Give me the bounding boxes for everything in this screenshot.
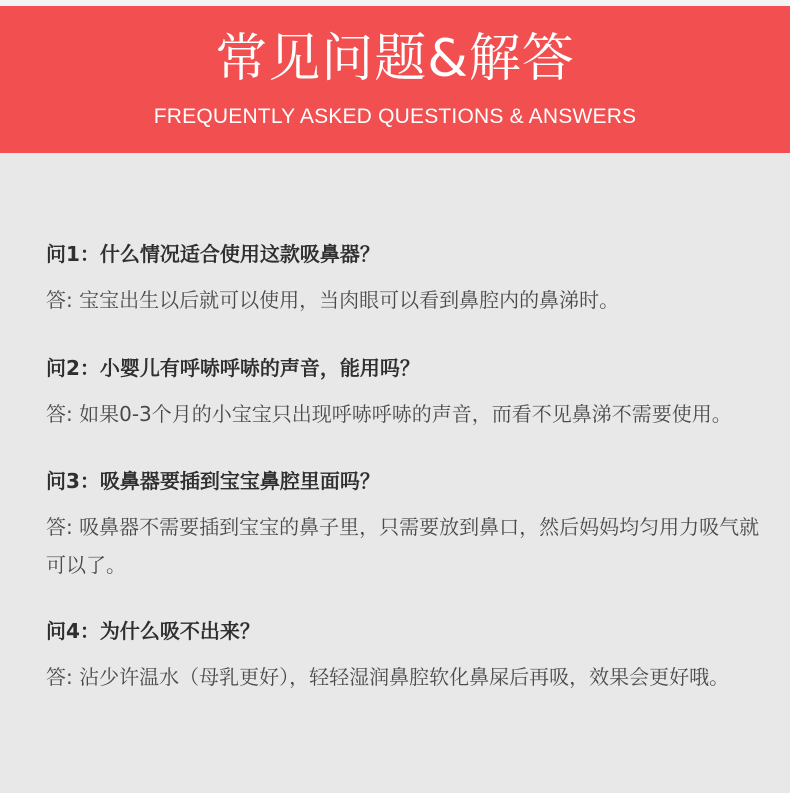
faq-question: 问4：为什么吸不出来？ — [46, 619, 260, 643]
page-title: 常见问题&解答 — [215, 29, 575, 89]
faq-answer: 答: 沾少许温水（母乳更好），轻轻湿润鼻腔软化鼻屎后再吸，效果会更好哦。 — [46, 665, 730, 689]
faq-question: 问3：吸鼻器要插到宝宝鼻腔里面吗？ — [46, 469, 380, 493]
faq-question: 问1：什么情况适合使用这款吸鼻器？ — [46, 242, 380, 266]
faq-item-3 — [46, 468, 766, 584]
faq-answer: 答: 如果0-3个月的小宝宝只出现呼哧呼哧的声音，而看不见鼻涕不需要使用。 — [46, 402, 732, 426]
faq-item-2 — [46, 355, 766, 433]
faq-item-4 — [46, 618, 766, 696]
faq-answer: 答: 宝宝出生以后就可以使用，当肉眼可以看到鼻腔内的鼻涕时。 — [46, 288, 620, 312]
faq-question: 问2：小婴儿有呼哧呼哧的声音，能用吗？ — [46, 356, 420, 380]
faq-answer: 答: 吸鼻器不需要插到宝宝的鼻子里，只需要放到鼻口，然后妈妈均匀用力吸气就可以了。 — [46, 515, 760, 577]
faq-header-banner — [0, 6, 790, 153]
faq-item-1 — [46, 241, 766, 319]
page-subtitle: FREQUENTLY ASKED QUESTIONS & ANSWERS — [153, 105, 637, 128]
